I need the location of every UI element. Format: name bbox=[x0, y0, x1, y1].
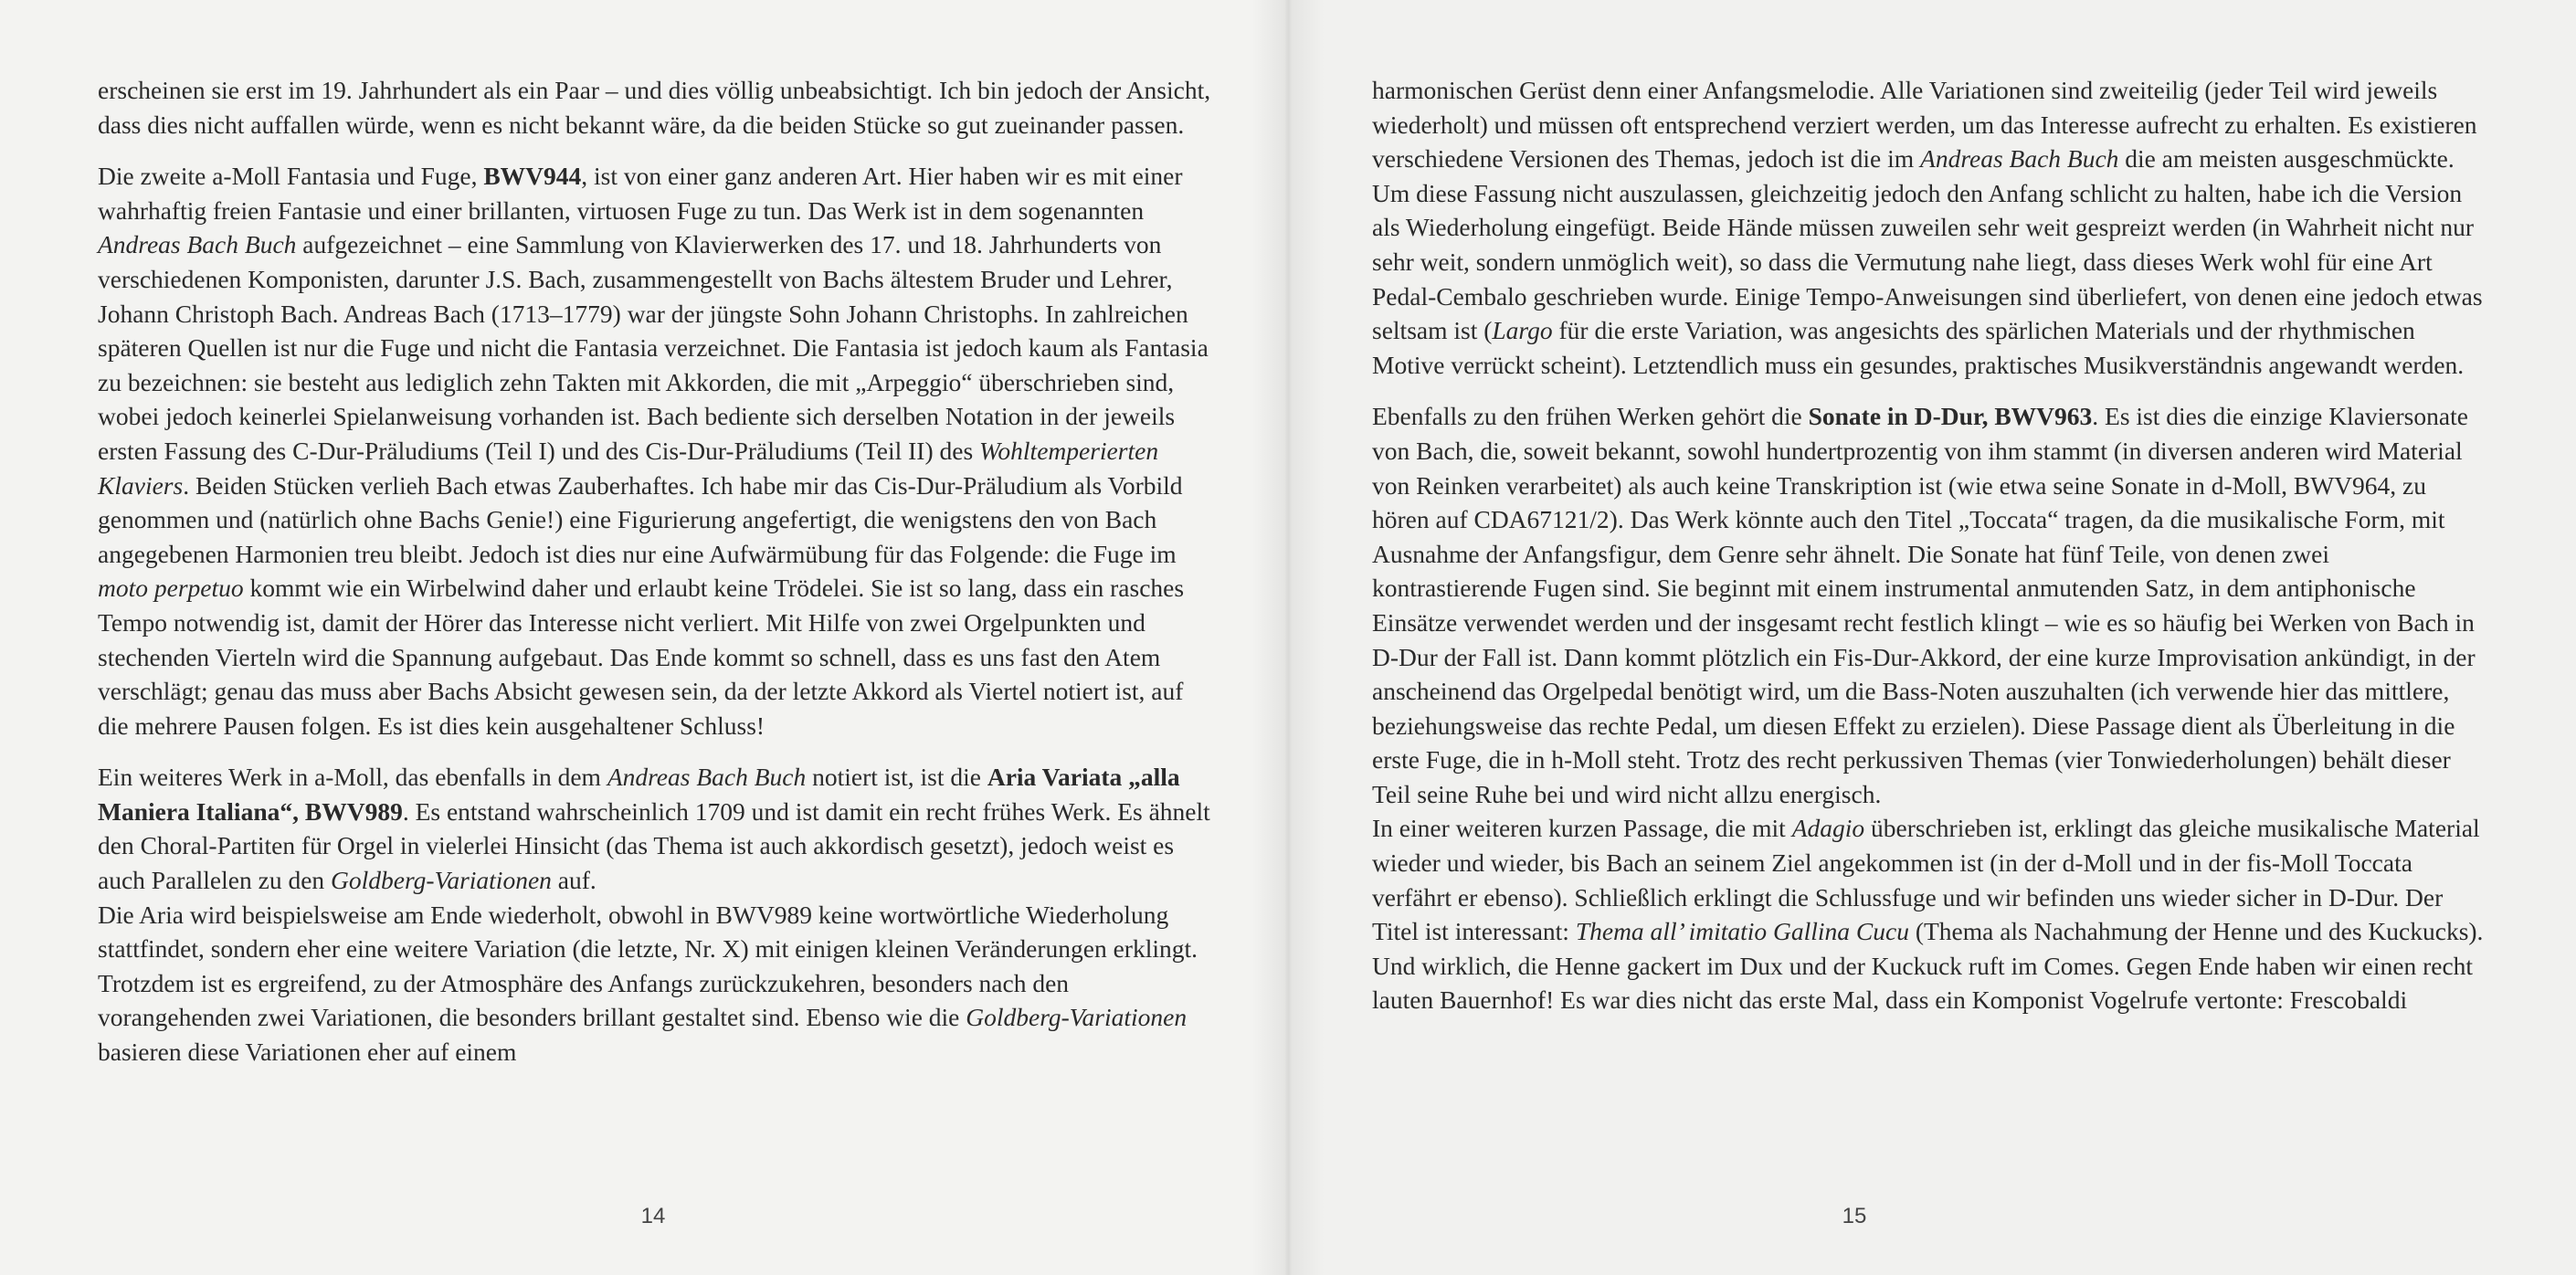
paragraph: Ebenfalls zu den frühen Werken gehört die Sonate in D-Dur, BWV963. Es ist dies die einzige Klaviersonate von Bach, die, soweit bekannt, sowohl hundertprozentig von ihm stammt (in diversen anderen wird Material von Reinken verarbeitet) als auch keine Transkription ist (wie etwa seine Sonate in d-Moll, BWV964, zu hören auf CDA67121/2). Das Werk könnte auch den Titel „Toccata“ tragen, da die musikalische Form, mit Ausnahme der Anfangsfigur, dem Genre sehr ähnelt. Die Sonate hat fünf Teile, von denen zwei kontrastierende Fugen sind. Sie beginnt mit einem instrumental anmutenden Satz, in dem antiphonische Einsätze verwendet werden und der insgesamt recht festlich klingt – wie es so häufig bei Werken von Bach in D-Dur der Fall ist. Dann kommt plötzlich ein Fis-Dur-Akkord, der eine kurze Improvisation ankündigt, in der anscheinend das Orgelpedal benötigt wird, um die Bass-Noten auszuhalten (ich verwende hier das mittlere, beziehungsweise das rechte Pedal, um diesen Effekt zu erzielen). Diese Passage dient als Überleitung in die erste Fuge, die in h-Moll steht. Trotz des recht perkussiven Themas (vier Tonwiederholungen) behält dieser Teil seine Ruhe bei und wird nicht allzu energisch. bbox=[1372, 402, 2476, 808]
italic-text: Wohltemperierten Klaviers bbox=[98, 436, 1159, 500]
italic-text: Andreas Bach Buch bbox=[607, 763, 807, 792]
italic-text: Largo bbox=[1492, 316, 1553, 345]
paragraph: Die Aria wird beispielsweise am Ende wiederholt, obwohl in BWV989 keine wortwörtliche Wiederholung stattfindet, sondern eher eine weitere Variation (die letzte, Nr. X) mit einigen kleinen Veränderungen erklingt. Trotzdem ist es ergreifend, zu der Atmosphäre des Anfangs zurückzukehren, besonders nach den vorangehenden zwei Variationen, die besonders brillant gestaltet sind. Ebenso wie die Goldberg-Variationen basieren diese Variationen eher auf einem bbox=[98, 900, 1198, 1067]
italic-text: Thema all’ imitatio Gallina Cucu bbox=[1575, 917, 1909, 946]
italic-text: Adagio bbox=[1791, 814, 1865, 843]
italic-text: Goldberg-Variationen bbox=[331, 866, 552, 895]
paragraph: Ein weiteres Werk in a-Moll, das ebenfalls in dem Andreas Bach Buch notiert ist, ist die Aria Variata „alla Maniera Italiana“, BWV989. Es entstand wahrscheinlich 1709 und ist damit ein recht frühes Werk. Es ähnelt den Choral-Partiten für Orgel in vielerlei Hinsicht (das Thema ist auch akkordisch gesetzt), jedoch weist es auch Parallelen zu den Goldberg-Variationen auf. bbox=[98, 763, 1210, 895]
italic-text: Andreas Bach Buch bbox=[98, 230, 297, 259]
italic-text: Andreas Bach Buch bbox=[1920, 144, 2119, 174]
bold-text: Sonate in D-Dur, BWV963 bbox=[1808, 402, 2093, 431]
page-number: 14 bbox=[640, 1204, 666, 1228]
paragraph: Die zweite a-Moll Fantasia und Fuge, BWV944, ist von einer ganz anderen Art. Hier haben wir es mit einer wahrhaftig freien Fantasie und einer brillanten, virtuosen Fuge zu tun. Das Werk ist in dem sogenannten Andreas Bach Buch aufgezeichnet – eine Sammlung von Klavierwerken des 17. und 18. Jahrhunderts von verschiedenen Komponisten, darunter J.S. Bach, zusammengestellt von Bachs ältestem Bruder und Lehrer, Johann Christoph Bach. Andreas Bach (1713–1779) war der jüngste Sohn Johann Christophs. In zahlreichen späteren Quellen ist nur die Fuge und nicht die Fantasia verzeichnet. Die Fantasia ist jedoch kaum als Fantasia zu bezeichnen: sie besteht aus lediglich zehn Takten mit Akkorden, die mit „Arpeggio“ überschrieben sind, wobei jedoch keinerlei Spielanweisung vorhanden ist. Bach bediente sich derselben Notation in der jeweils ersten Fassung des C-Dur-Präludiums (Teil I) und des Cis-Dur-Präludiums (Teil II) des Wohltemperierten Klaviers. Beiden Stücken verlieh Bach etwas Zauberhaftes. Ich habe mir das Cis-Dur-Präludium als Vorbild genommen und (natürlich ohne Bachs Genie!) eine Figurierung angefertigt, die wenigstens den von Bach angegebenen Harmonien treu bleibt. Jedoch ist dies nur eine Aufwärmübung für das Folgende: die Fuge im moto perpetuo kommt wie ein Wirbelwind daher und erlaubt keine Trödelei. Sie ist so lang, dass ein rasches Tempo notwendig ist, damit der Hörer das Interesse nicht verliert. Mit Hilfe von zwei Orgelpunkten und stechenden Vierteln wird die Spannung aufgebaut. Das Ende kommt so schnell, dass es uns fast den Atem verschlägt; genau das muss aber Bachs Absicht gewesen sein, da der letzte Akkord als Viertel notiert ist, auf die mehrere Pausen folgen. Es ist dies kein ausgehaltener Schluss! bbox=[98, 162, 1209, 740]
bold-text: BWV944 bbox=[483, 162, 582, 191]
bold-text: Aria Variata „alla Maniera Italiana“, BWV989 bbox=[98, 763, 1180, 826]
paragraph: In einer weiteren kurzen Passage, die mit Adagio überschrieben ist, erklingt das gleiche musikalische Material wieder und wieder, bis Bach an seinem Ziel angekommen ist (in der d-Moll und in der fis-Moll Toccata verfährt er ebenso). Schließlich erklingt die Schlussfuge und wir befinden uns wieder sicher in D-Dur. Der Titel ist interessant: Thema all’ imitatio Gallina Cucu (Thema als Nachahmung der Henne und des Kuckucks). Und wirklich, die Henne gackert im Dux und der Kuckuck ruft im Comes. Gegen Ende haben wir einen recht lauten Bauernhof! Es war dies nicht das erste Mal, dass ein Komponist Vogelrufe vertonte: Frescobaldi bbox=[1372, 814, 2484, 1015]
paragraph: erscheinen sie erst im 19. Jahrhundert als ein Paar – und dies völlig unbeabsichtigt. Ich bin jedoch der Ansicht, dass dies nicht auffallen würde, wenn es nicht bekannt wäre, da die beiden Stücke so gut zueinander passen. bbox=[98, 76, 1211, 139]
page-number: 15 bbox=[1842, 1204, 1867, 1228]
paragraph: harmonischen Gerüst denn einer Anfangsmelodie. Alle Variationen sind zweiteilig (jeder Teil wird jeweils wiederholt) und müssen oft entsprechend verziert werden, um das Interesse aufrecht zu erhalten. Es existieren verschiedene Versionen des Themas, jedoch ist die im Andreas Bach Buch die am meisten ausgeschmückte. Um diese Fassung nicht auszulassen, gleichzeitig jedoch den Anfang schlicht zu halten, habe ich die Version als Wiederholung eingefügt. Beide Hände müssen zuweilen sehr weit gespreizt werden (in Wahrheit nicht nur sehr weit, sondern unmöglich weit), so dass die Vermutung nahe liegt, dass dieses Werk wohl für eine Art Pedal-Cembalo geschrieben wurde. Einige Tempo-Anweisungen sind überliefert, von denen eine jedoch etwas seltsam ist (Largo für die erste Variation, was angesichts des spärlichen Materials und der rhythmischen Motive verrückt scheint). Letztendlich muss ein gesundes, praktisches Musikverständnis angewandt werden. bbox=[1372, 76, 2483, 379]
italic-text: moto perpetuo bbox=[98, 574, 244, 603]
italic-text: Goldberg-Variationen bbox=[966, 1003, 1188, 1032]
right-page bbox=[1288, 0, 2576, 1275]
